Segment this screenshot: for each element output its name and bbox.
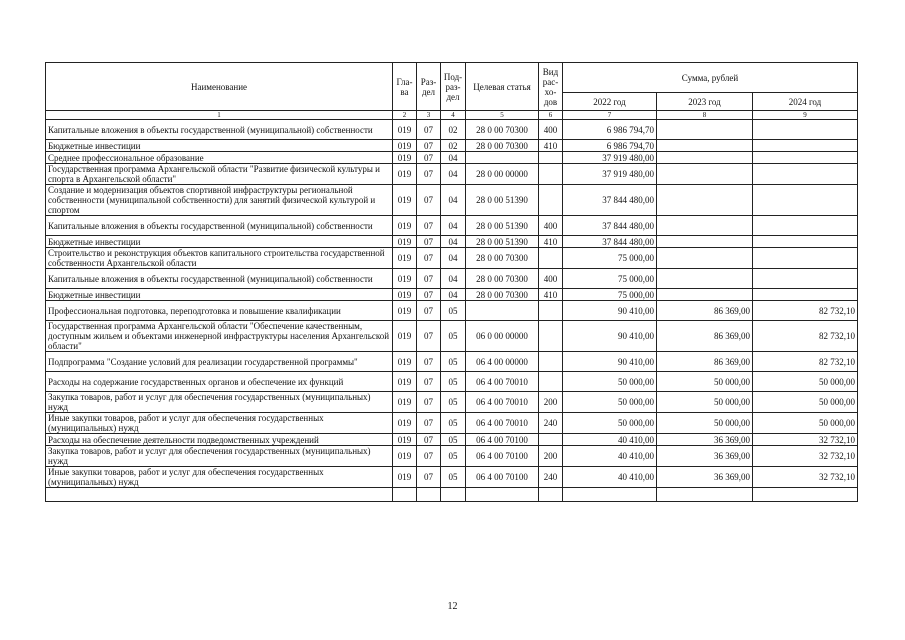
row-name-cell: Капитальные вложения в объекты государственной (муниципальной) собственности	[46, 269, 393, 289]
row-2024-cell	[753, 164, 858, 185]
row-2024-cell	[753, 488, 858, 502]
row-2023-cell: 50 000,00	[657, 413, 753, 434]
table-row	[46, 236, 858, 248]
row-2022-cell: 90 410,00	[563, 301, 657, 321]
row-razdel-cell: 07	[417, 289, 441, 301]
row-name-cell: Иные закупки товаров, работ и услуг для обеспечения государственных (муниципальных) нужд	[46, 413, 393, 434]
row-2024-cell: 82 732,10	[753, 301, 858, 321]
header-podrazdel: Под-раз-дел	[441, 63, 466, 111]
row-name-cell: Капитальные вложения в объекты государственной (муниципальной) собственности	[46, 216, 393, 236]
row-name-cell: Среднее профессиональное образование	[46, 152, 393, 164]
row-2023-cell	[657, 248, 753, 269]
row-glava-cell: 019	[393, 321, 417, 352]
table-row	[46, 164, 858, 185]
row-glava-cell: 019	[393, 140, 417, 152]
row-glava-cell: 019	[393, 413, 417, 434]
row-article-cell: 28 0 00 70300	[466, 120, 539, 140]
row-podrazdel-cell: 05	[441, 446, 466, 467]
row-vid-cell: 200	[539, 446, 563, 467]
row-2022-cell: 37 844 480,00	[563, 185, 657, 216]
table-row	[46, 269, 858, 289]
row-razdel-cell: 07	[417, 352, 441, 372]
page-number: 12	[447, 601, 458, 612]
column-number: 5	[466, 111, 539, 120]
row-article-cell: 06 4 00 70010	[466, 413, 539, 434]
column-number: 6	[539, 111, 563, 120]
row-glava-cell: 019	[393, 164, 417, 185]
row-2023-cell	[657, 152, 753, 164]
row-2022-cell: 40 410,00	[563, 434, 657, 446]
row-2022-cell: 50 000,00	[563, 392, 657, 413]
row-2024-cell: 82 732,10	[753, 321, 858, 352]
header-razdel: Раз-дел	[417, 63, 441, 111]
row-razdel-cell: 07	[417, 434, 441, 446]
row-2022-cell: 6 986 794,70	[563, 120, 657, 140]
row-glava-cell: 019	[393, 216, 417, 236]
row-article-cell: 28 0 00 70300	[466, 269, 539, 289]
row-2022-cell: 40 410,00	[563, 446, 657, 467]
table-row	[46, 152, 858, 164]
row-glava-cell: 019	[393, 352, 417, 372]
row-razdel-cell	[417, 488, 441, 502]
header-name: Наименование	[46, 63, 393, 111]
row-glava-cell: 019	[393, 372, 417, 392]
row-2023-cell	[657, 269, 753, 289]
row-2024-cell	[753, 140, 858, 152]
row-2022-cell: 50 000,00	[563, 372, 657, 392]
row-podrazdel-cell: 04	[441, 216, 466, 236]
row-2024-cell: 32 732,10	[753, 434, 858, 446]
row-2024-cell	[753, 289, 858, 301]
row-razdel-cell: 07	[417, 467, 441, 488]
row-glava-cell: 019	[393, 434, 417, 446]
row-razdel-cell: 07	[417, 413, 441, 434]
row-podrazdel-cell: 04	[441, 269, 466, 289]
row-glava-cell: 019	[393, 120, 417, 140]
row-razdel-cell: 07	[417, 216, 441, 236]
row-2022-cell: 37 844 480,00	[563, 236, 657, 248]
table-row	[46, 372, 858, 392]
row-2022-cell: 40 410,00	[563, 467, 657, 488]
row-2024-cell	[753, 248, 858, 269]
row-glava-cell: 019	[393, 467, 417, 488]
row-glava-cell: 019	[393, 446, 417, 467]
row-article-cell: 28 0 00 51390	[466, 236, 539, 248]
row-razdel-cell: 07	[417, 301, 441, 321]
row-podrazdel-cell: 04	[441, 185, 466, 216]
table-row	[46, 434, 858, 446]
row-vid-cell: 200	[539, 392, 563, 413]
row-razdel-cell: 07	[417, 164, 441, 185]
row-name-cell: Капитальные вложения в объекты государственной (муниципальной) собственности	[46, 120, 393, 140]
row-glava-cell	[393, 488, 417, 502]
row-podrazdel-cell: 05	[441, 321, 466, 352]
table-row	[46, 216, 858, 236]
row-vid-cell	[539, 248, 563, 269]
row-2022-cell: 37 919 480,00	[563, 164, 657, 185]
row-2023-cell	[657, 488, 753, 502]
header-2023: 2023 год	[657, 93, 753, 111]
row-vid-cell	[539, 152, 563, 164]
row-vid-cell: 410	[539, 140, 563, 152]
row-vid-cell	[539, 164, 563, 185]
row-razdel-cell: 07	[417, 392, 441, 413]
row-vid-cell: 400	[539, 120, 563, 140]
row-name-cell	[46, 488, 393, 502]
row-name-cell: Расходы на обеспечение деятельности подведомственных учреждений	[46, 434, 393, 446]
row-article-cell: 06 4 00 00000	[466, 352, 539, 372]
row-vid-cell: 240	[539, 413, 563, 434]
row-glava-cell: 019	[393, 185, 417, 216]
row-name-cell: Профессиональная подготовка, переподготовка и повышение квалификации	[46, 301, 393, 321]
row-article-cell: 28 0 00 51390	[466, 185, 539, 216]
row-2023-cell: 86 369,00	[657, 301, 753, 321]
row-name-cell: Закупка товаров, работ и услуг для обеспечения государственных (муниципальных) нужд	[46, 446, 393, 467]
row-2023-cell	[657, 164, 753, 185]
column-number: 4	[441, 111, 466, 120]
row-2023-cell	[657, 140, 753, 152]
row-podrazdel-cell: 05	[441, 434, 466, 446]
row-vid-cell: 410	[539, 289, 563, 301]
row-podrazdel-cell: 05	[441, 372, 466, 392]
row-article-cell: 28 0 00 70300	[466, 289, 539, 301]
row-article-cell: 28 0 00 70300	[466, 248, 539, 269]
budget-table	[45, 62, 858, 502]
row-razdel-cell: 07	[417, 140, 441, 152]
row-podrazdel-cell: 05	[441, 413, 466, 434]
row-podrazdel-cell: 04	[441, 248, 466, 269]
row-glava-cell: 019	[393, 392, 417, 413]
row-2023-cell	[657, 289, 753, 301]
row-razdel-cell: 07	[417, 446, 441, 467]
row-2024-cell: 32 732,10	[753, 467, 858, 488]
table-row	[46, 185, 858, 216]
column-number: 7	[563, 111, 657, 120]
row-name-cell: Подпрограмма "Создание условий для реализации государственной программы"	[46, 352, 393, 372]
row-razdel-cell: 07	[417, 185, 441, 216]
row-article-cell: 06 4 00 70100	[466, 446, 539, 467]
row-razdel-cell: 07	[417, 120, 441, 140]
table-row	[46, 120, 858, 140]
row-glava-cell: 019	[393, 289, 417, 301]
row-vid-cell	[539, 185, 563, 216]
row-article-cell: 28 0 00 00000	[466, 164, 539, 185]
row-2022-cell: 75 000,00	[563, 289, 657, 301]
row-2023-cell	[657, 120, 753, 140]
header-vid: Вид рас-хо-дов	[539, 63, 563, 111]
row-2024-cell: 50 000,00	[753, 413, 858, 434]
column-number: 9	[753, 111, 858, 120]
row-2023-cell: 36 369,00	[657, 434, 753, 446]
table-row	[46, 321, 858, 352]
row-article-cell	[466, 488, 539, 502]
row-podrazdel-cell: 05	[441, 352, 466, 372]
row-2024-cell	[753, 152, 858, 164]
table-row	[46, 446, 858, 467]
row-2024-cell: 50 000,00	[753, 392, 858, 413]
table-row	[46, 301, 858, 321]
header-2024: 2024 год	[753, 93, 858, 111]
row-article-cell: 06 4 00 70010	[466, 392, 539, 413]
row-article-cell	[466, 152, 539, 164]
row-glava-cell: 019	[393, 152, 417, 164]
row-name-cell: Бюджетные инвестиции	[46, 289, 393, 301]
row-podrazdel-cell: 02	[441, 120, 466, 140]
table-row	[46, 289, 858, 301]
column-number: 3	[417, 111, 441, 120]
column-number: 1	[46, 111, 393, 120]
row-article-cell: 06 4 00 70100	[466, 434, 539, 446]
row-podrazdel-cell: 05	[441, 301, 466, 321]
row-podrazdel-cell: 05	[441, 392, 466, 413]
header-article: Целевая статья	[466, 63, 539, 111]
table-row	[46, 488, 858, 502]
row-name-cell: Бюджетные инвестиции	[46, 140, 393, 152]
table-body	[46, 120, 858, 502]
header-glava: Гла-ва	[393, 63, 417, 111]
row-2022-cell: 37 844 480,00	[563, 216, 657, 236]
row-article-cell: 28 0 00 51390	[466, 216, 539, 236]
table-row	[46, 392, 858, 413]
row-razdel-cell: 07	[417, 372, 441, 392]
column-number-row	[46, 111, 858, 120]
row-article-cell: 06 4 00 70100	[466, 467, 539, 488]
header-2022: 2022 год	[563, 93, 657, 111]
row-name-cell: Закупка товаров, работ и услуг для обеспечения государственных (муниципальных) нужд	[46, 392, 393, 413]
row-2022-cell	[563, 488, 657, 502]
row-name-cell: Строительство и реконструкция объектов капитального строительства государственной собственности Архангельской области	[46, 248, 393, 269]
row-2024-cell	[753, 216, 858, 236]
row-podrazdel-cell: 04	[441, 152, 466, 164]
column-number: 8	[657, 111, 753, 120]
row-vid-cell	[539, 488, 563, 502]
row-2022-cell: 90 410,00	[563, 321, 657, 352]
column-number: 2	[393, 111, 417, 120]
row-vid-cell: 410	[539, 236, 563, 248]
row-vid-cell: 240	[539, 467, 563, 488]
row-2023-cell: 86 369,00	[657, 352, 753, 372]
row-2024-cell	[753, 185, 858, 216]
row-2022-cell: 90 410,00	[563, 352, 657, 372]
row-2022-cell: 50 000,00	[563, 413, 657, 434]
row-vid-cell	[539, 352, 563, 372]
table-row	[46, 413, 858, 434]
row-name-cell: Бюджетные инвестиции	[46, 236, 393, 248]
row-podrazdel-cell: 04	[441, 164, 466, 185]
row-razdel-cell: 07	[417, 269, 441, 289]
row-vid-cell	[539, 321, 563, 352]
row-2022-cell: 6 986 794,70	[563, 140, 657, 152]
row-2023-cell	[657, 216, 753, 236]
row-article-cell: 28 0 00 70300	[466, 140, 539, 152]
row-2024-cell	[753, 269, 858, 289]
row-podrazdel-cell: 04	[441, 289, 466, 301]
row-article-cell: 06 4 00 70010	[466, 372, 539, 392]
row-2024-cell	[753, 236, 858, 248]
row-vid-cell	[539, 434, 563, 446]
row-article-cell	[466, 301, 539, 321]
table-row	[46, 248, 858, 269]
row-name-cell: Государственная программа Архангельской области "Обеспечение качественным, доступным жильем и объектами инженерной инфраструктуры населения Архангельской области"	[46, 321, 393, 352]
row-2023-cell: 36 369,00	[657, 467, 753, 488]
row-name-cell: Государственная программа Архангельской области "Развитие физической культуры и спорта в Архангельской области"	[46, 164, 393, 185]
row-glava-cell: 019	[393, 248, 417, 269]
row-glava-cell: 019	[393, 236, 417, 248]
row-vid-cell	[539, 301, 563, 321]
row-vid-cell: 400	[539, 269, 563, 289]
table-row	[46, 352, 858, 372]
row-podrazdel-cell: 02	[441, 140, 466, 152]
row-podrazdel-cell: 05	[441, 467, 466, 488]
row-2023-cell: 36 369,00	[657, 446, 753, 467]
row-name-cell: Расходы на содержание государственных органов и обеспечение их функций	[46, 372, 393, 392]
row-name-cell: Иные закупки товаров, работ и услуг для обеспечения государственных (муниципальных) нужд	[46, 467, 393, 488]
row-razdel-cell: 07	[417, 248, 441, 269]
row-2023-cell: 50 000,00	[657, 392, 753, 413]
row-2024-cell: 32 732,10	[753, 446, 858, 467]
row-vid-cell: 400	[539, 216, 563, 236]
row-razdel-cell: 07	[417, 152, 441, 164]
row-vid-cell	[539, 372, 563, 392]
row-2023-cell: 86 369,00	[657, 321, 753, 352]
table-row	[46, 140, 858, 152]
row-name-cell: Создание и модернизация объектов спортивной инфраструктуры региональной собственности (муниципальной собственности) для занятий физической культурой и спортом	[46, 185, 393, 216]
table-row	[46, 467, 858, 488]
row-2024-cell	[753, 120, 858, 140]
row-2023-cell	[657, 185, 753, 216]
header-sum: Сумма, рублей	[563, 63, 858, 93]
row-razdel-cell: 07	[417, 236, 441, 248]
row-podrazdel-cell	[441, 488, 466, 502]
row-2023-cell: 50 000,00	[657, 372, 753, 392]
row-article-cell: 06 0 00 00000	[466, 321, 539, 352]
row-glava-cell: 019	[393, 301, 417, 321]
row-2024-cell: 50 000,00	[753, 372, 858, 392]
row-2022-cell: 75 000,00	[563, 269, 657, 289]
row-podrazdel-cell: 04	[441, 236, 466, 248]
row-2023-cell	[657, 236, 753, 248]
row-razdel-cell: 07	[417, 321, 441, 352]
row-2024-cell: 82 732,10	[753, 352, 858, 372]
row-2022-cell: 75 000,00	[563, 248, 657, 269]
row-glava-cell: 019	[393, 269, 417, 289]
row-2022-cell: 37 919 480,00	[563, 152, 657, 164]
